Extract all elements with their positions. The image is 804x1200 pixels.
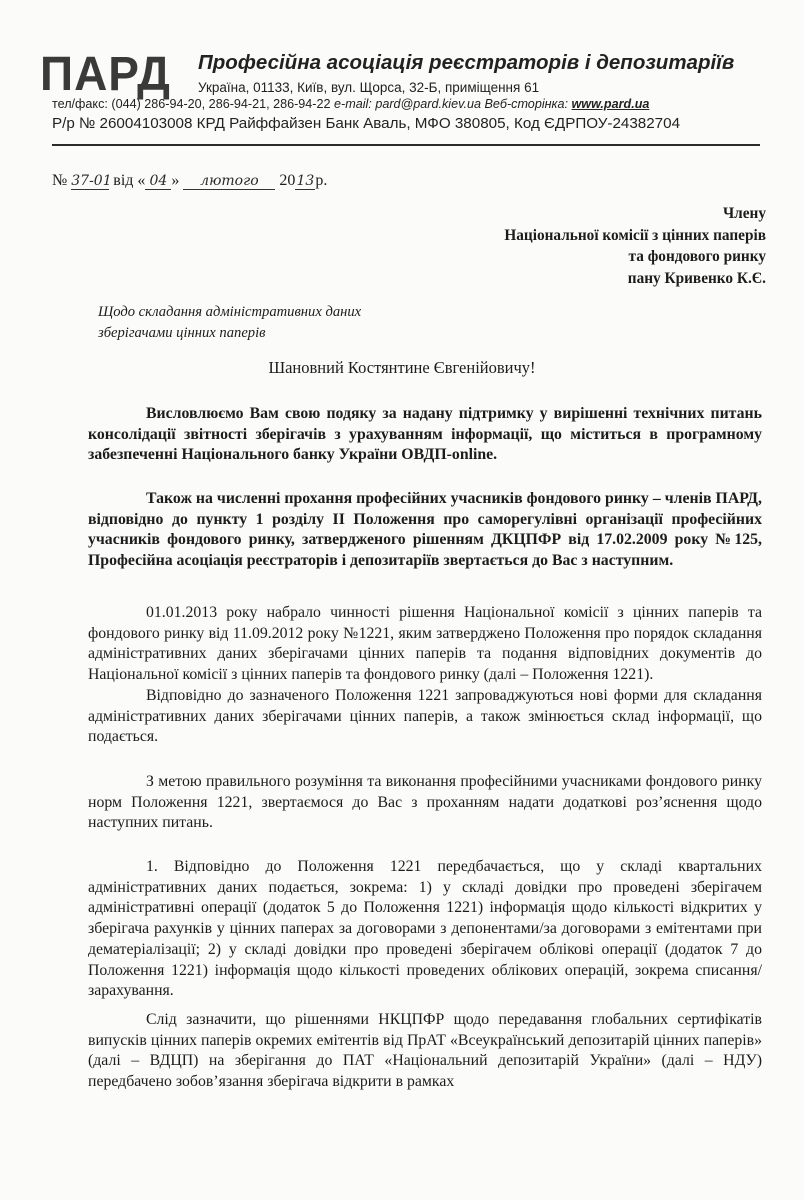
web-label: Веб-сторінка: [484, 97, 568, 111]
bank-details: Р/р № 26004103008 КРД Райффайзен Банк Аваль, МФО 380805, Код ЄДРПОУ-24382704 [52, 115, 681, 132]
organization-address: Україна, 01133, Київ, вул. Щорса, 32-Б, приміщення 61 [198, 80, 540, 95]
organization-name: Професійна асоціація реєстраторів і депозитаріїв [198, 51, 735, 74]
date-label: від « [113, 172, 146, 189]
recipient-block [504, 203, 766, 289]
recipient-line: Члену [722, 205, 766, 222]
date-month: лютого [183, 173, 275, 190]
number-label: № [52, 172, 68, 189]
salutation: Шановний Костянтине Євгенійовичу! [268, 358, 536, 377]
phone-fax: тел/факс: (044) 286-94-20, 286-94-21, 286-94-22 [52, 97, 331, 111]
recipient-line: Національної комісії з цінних паперів [504, 226, 766, 244]
year-end: р. [315, 172, 328, 189]
pard-logo: ПАРД [40, 45, 171, 101]
website-link[interactable]: www.pard.ua [571, 97, 650, 111]
email-address[interactable]: pard@pard.kiev.ua [375, 97, 481, 111]
reference-line [52, 172, 327, 190]
recipient-line: пану Кривенко К.Є. [627, 269, 766, 287]
year-suffix: 13 [296, 173, 315, 189]
subject-block [98, 302, 361, 344]
contacts-line [52, 97, 649, 111]
date-day: 04 [145, 173, 171, 190]
letterhead-divider [52, 144, 760, 146]
body-paragraph-1: Висловлюємо Вам свою подяку за надану підтримку у вирішенні технічних питань консолідації звітності зберігачів з урахуванням інформації, що міститься в програмному забезпеченні Національного банку України ОВДП-online. [88, 405, 762, 464]
body-paragraph-5: З метою правильного розуміння та виконання професійними учасниками фондового ринку норм Положення 1221, звертаємося до Вас з проханням надати додаткові роз’яснення щодо наступних питань. [88, 773, 762, 832]
recipient-line: та фондового ринку [628, 248, 766, 265]
email-label: e-mail: [334, 97, 372, 111]
subject-line: Щодо складання адміністративних даних [98, 304, 362, 320]
year-prefix: 20 [279, 172, 296, 189]
body-paragraph-7: Слід зазначити, що рішеннями НКЦПФР щодо передавання глобальних сертифікатів випусків цінних паперів окремих емітентів від ПрАТ «Всеукраїнський депозитарій цінних паперів» (далі – ВДЦП) на зберігання до ПАТ «Національний депозитарій України» (далі – НДУ) передбачено зобов’язання зберігача відкрити в рамках [88, 1011, 762, 1091]
body-paragraph-4: Відповідно до зазначеного Положення 1221 запроваджуються нові форми для складання адміністративних даних зберігачами цінних паперів, а також змінюється склад інформації, що подається. [88, 687, 762, 746]
body-paragraph-2: Також на численні прохання професійних учасників фондового ринку – членів ПАРД, відповідно до пункту 1 розділу II Положення про саморегулівні організації професійних учасників фондового ринку, затвердженого рішенням ДКЦПФР від 17.02.2009 року №125, Професійна асоціація реєстраторів і депозитаріїв звертається до Вас з наступним. [88, 490, 762, 570]
letter-number: 37-01 [71, 173, 112, 189]
body-paragraph-6: 1. Відповідно до Положення 1221 передбачається, що у складі квартальних адміністративних даних подається, зокрема: 1) у складі довідки про проведені зберігачем адміністративні операції (додаток 5 до Положення 1221) інформація щодо кількості відкритих у зберігача рахунків у цінних паперах за договорами з депонентами/за договорами з емітентами при дематеріалізації; 2) у складі довідки про проведені зберігачем облікові операції (додаток 7 до Положення 1221) інформація щодо кількості проведених облікових операцій, зокрема списання/зарахування. [88, 858, 762, 1000]
body-paragraph-3: 01.01.2013 року набрало чинності рішення Національної комісії з цінних паперів та фондового ринку від 11.09.2012 року №1221, яким затверджено Положення про порядок складання адміністративних даних зберігачами цінних паперів та подання відповідних документів до Національної комісії з цінних паперів та фондового ринку (далі – Положення 1221). [88, 604, 762, 684]
date-quote: » [171, 172, 180, 189]
subject-line: зберігачами цінних паперів [98, 325, 266, 341]
